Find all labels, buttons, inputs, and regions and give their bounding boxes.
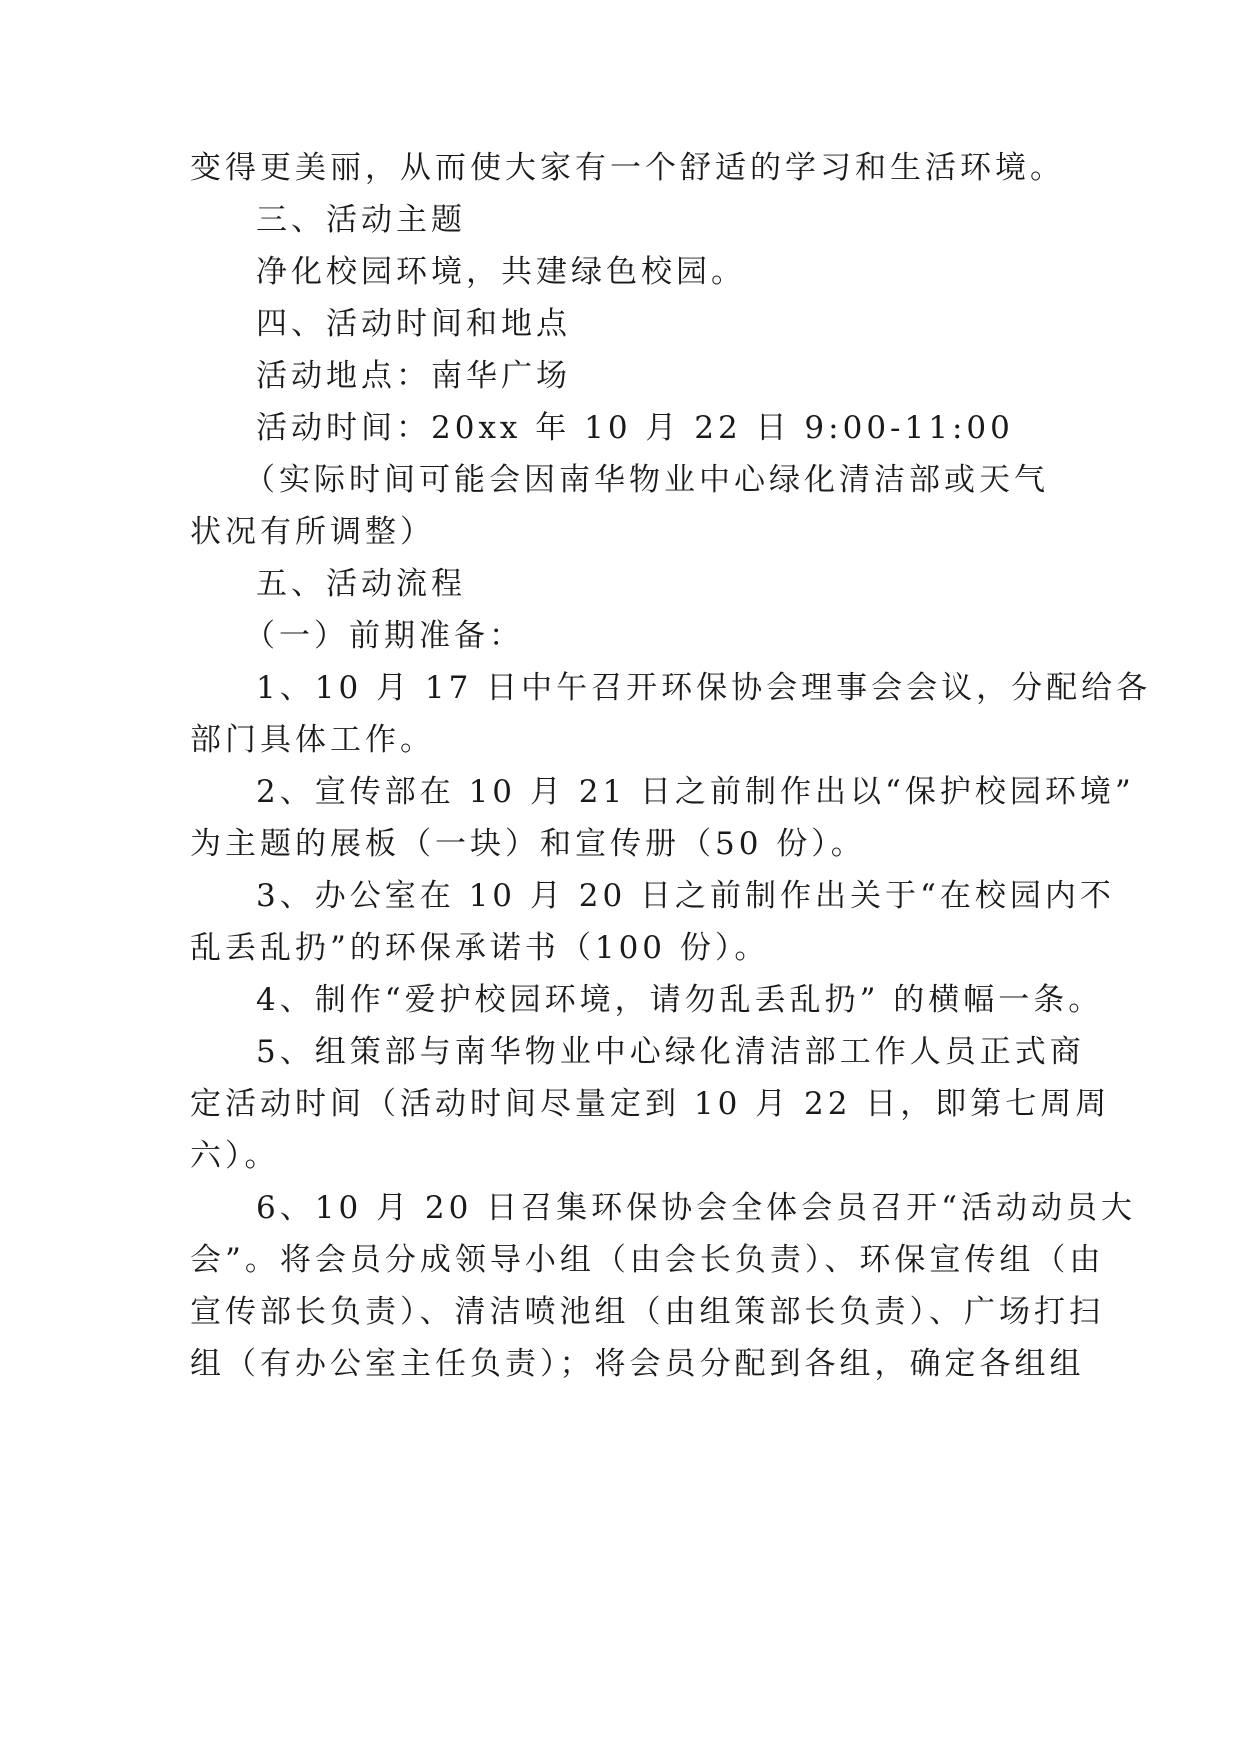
paragraph-line: 1、10 月 17 日中午召开环保协会理事会会议，分配给各 (256, 670, 1152, 706)
paragraph-line: 活动地点：南华广场 (256, 358, 571, 394)
paragraph-line: 3、办公室在 10 月 20 日之前制作出关于“在校园内不 (256, 878, 1115, 914)
paragraph-line: 状况有所调整） (190, 514, 435, 550)
paragraph-line: 活动时间：20xx 年 10 月 22 日 9:00-11:00 (256, 410, 1014, 446)
subsection-heading: （一）前期准备： (244, 618, 524, 654)
paragraph-line: （实际时间可能会因南华物业中心绿化清洁部或天气 (244, 462, 1049, 498)
paragraph-line: 定活动时间（活动时间尽量定到 10 月 22 日，即第七周周 (190, 1086, 1111, 1122)
paragraph-line: 宣传部长负责）、清洁喷池组（由组策部长负责）、广场打扫 (190, 1294, 1104, 1330)
section-heading: 三、活动主题 (256, 202, 466, 238)
paragraph-line: 变得更美丽，从而使大家有一个舒适的学习和生活环境。 (190, 150, 1065, 186)
paragraph-line: 会”。将会员分成领导小组（由会长负责）、环保宣传组（由 (190, 1242, 1105, 1278)
paragraph-line: 六）。 (190, 1138, 280, 1174)
paragraph-line: 组（有办公室主任负责）；将会员分配到各组，确定各组组 (190, 1346, 1085, 1382)
paragraph-line: 2、宣传部在 10 月 21 日之前制作出以“保护校园环境” (256, 774, 1135, 810)
paragraph-line: 净化校园环境，共建绿色校园。 (256, 254, 746, 290)
paragraph-line: 5、组策部与南华物业中心绿化清洁部工作人员正式商 (256, 1034, 1085, 1070)
paragraph-line: 为主题的展板（一块）和宣传册（50 份）。 (190, 826, 866, 862)
paragraph-line: 部门具体工作。 (190, 722, 435, 758)
section-heading: 五、活动流程 (256, 566, 466, 602)
section-heading: 四、活动时间和地点 (256, 306, 571, 342)
paragraph-line: 4、制作“爱护校园环境，请勿乱丢乱扔” 的横幅一条。 (256, 982, 1104, 1018)
paragraph-line: 6、10 月 20 日召集环保协会全体会员召开“活动动员大 (256, 1190, 1137, 1226)
paragraph-line: 乱丢乱扔”的环保承诺书（100 份）。 (190, 930, 770, 966)
